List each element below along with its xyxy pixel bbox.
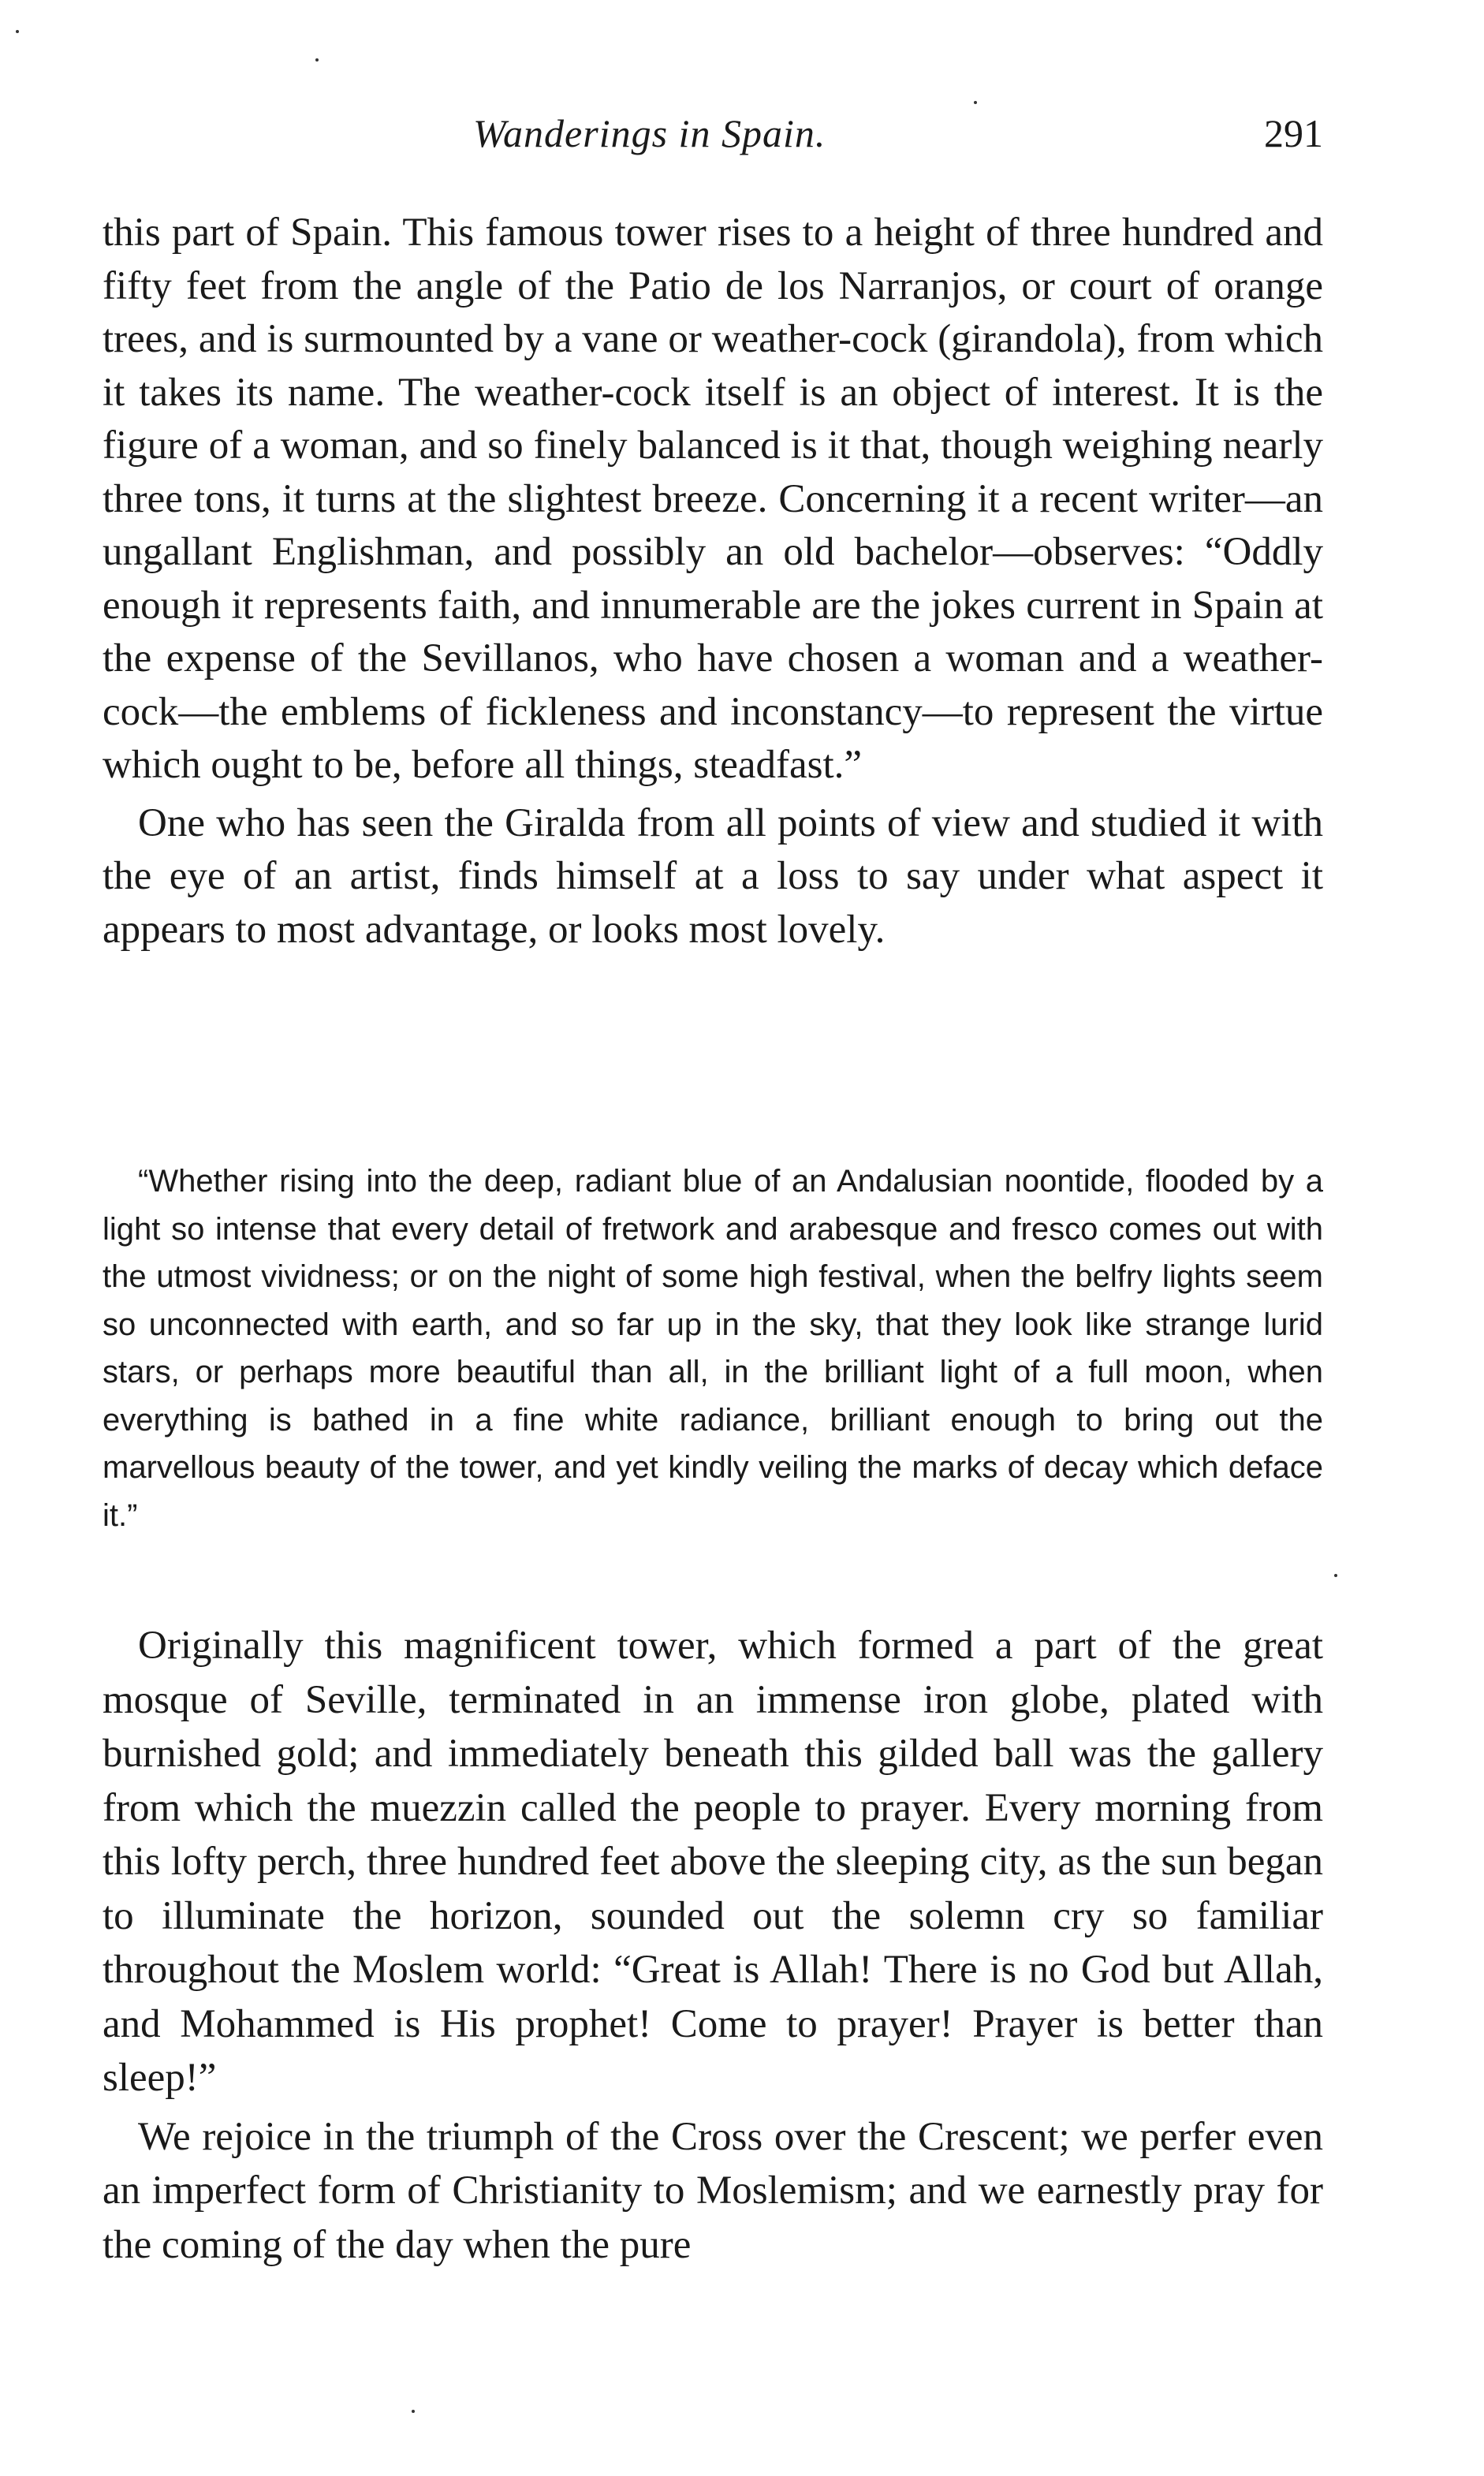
page-number: 291 (1264, 111, 1323, 155)
block-quote: “Whether rising into the deep, radiant blue of an Andalusian noontide, flooded by a light so intense that every detail of fretwork and arabesque and fresco comes out with the utmost vividness; or on the night of some high festival, when the belfry lights seem so unconnected with earth, and so far up in the sky, that they look like strange lurid stars, or perhaps more beautiful than all, in the brilliant light of a full moon, when everything is bathed in a fine white radiance, brilliant enough to bring out the marvellous beauty of the tower, and yet kindly veiling the marks of decay which deface it.” (103, 1164, 1323, 1533)
paragraph-1: this part of Spain. This famous tower rises to a height of three hundred and fifty feet from the angle of the Patio de los Narranjos, or court of orange trees, and is surmounted by a vane or weather-cock (girandola), from which it takes its name. The weather-cock itself is an object of interest. It is the figure of a woman, and so finely balanced is it that, though weighing nearly three tons, it turns at the slightest breeze. Concerning it a recent writer—an ungallant Englishman, and possibly an old bachelor—observes: “Oddly enough it represents faith, and innumerable are the jokes current in Spain at the expense of the Sevillanos, who have chosen a woman and a weather-cock—the emblems of fickleness and inconstancy—to represent the virtue which ought to be, before all things, steadfast.” (103, 211, 1323, 787)
paragraph-2: One who has seen the Giralda from all points of view and studied it with the eye of an artist, finds himself at a loss to say under what aspect it appears to most advantage, or looks most lovely. (103, 800, 1323, 952)
paragraph-4: We rejoice in the triumph of the Cross over the Crescent; we perfer even an imperfect form of Christianity to Moslemism; and we earnestly pray for the coming of the day when the pure (103, 2114, 1323, 2267)
body-text-lower (103, 1619, 1323, 2272)
body-text-upper (103, 207, 1323, 956)
scan-speck (412, 2410, 415, 2413)
scan-speck (315, 58, 319, 62)
paragraph-3: Originally this magnificent tower, which formed a part of the great mosque of Seville, terminated in an immense iron globe, plated with burnished gold; and immediately beneath this gilded ball was the gallery from which the muezzin called the people to prayer. Every morning from this lofty perch, three hundred feet above the sleeping city, as the sun began to illuminate the horizon, sounded out the solemn cry so familiar throughout the Moslem world: “Great is Allah! There is no God but Allah, and Mohammed is His prophet! Come to prayer! Prayer is better than sleep!” (103, 1624, 1323, 2100)
scan-speck (16, 30, 19, 33)
page-header (103, 110, 1323, 173)
scan-speck (974, 101, 977, 104)
running-title: Wanderings in Spain. (473, 111, 826, 155)
scan-speck (1334, 1574, 1337, 1577)
